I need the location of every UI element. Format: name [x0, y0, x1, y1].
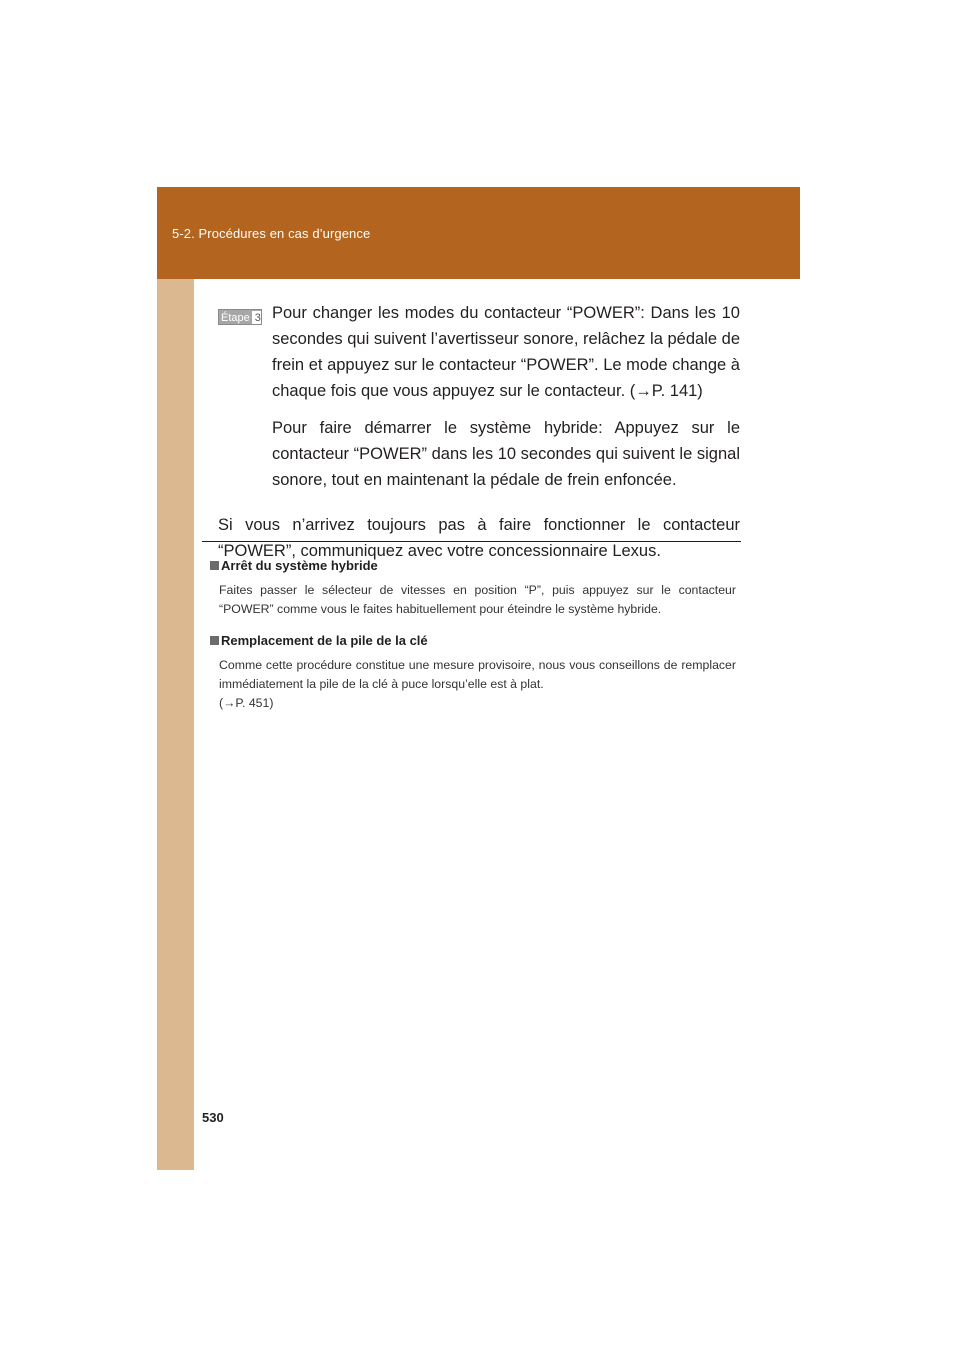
divider — [202, 541, 741, 542]
note-title: Arrêt du système hybride — [221, 558, 378, 573]
step-body — [272, 300, 740, 504]
page-number: 530 — [202, 1110, 224, 1125]
step-number: 3 — [252, 311, 262, 325]
step-badge — [218, 309, 262, 325]
step-paragraph-2: Pour faire démarrer le système hybride: Appuyez sur le contacteur “POWER” dans les 10 secondes qui suivent le signal sonore, tout en maintenant la pédale de frein enfoncée. — [272, 419, 740, 489]
section-header — [157, 187, 800, 279]
step-label: Étape — [221, 312, 250, 324]
note-body: Faites passer le sélecteur de vitesses en position “P”, puis appuyez sur le contacteur “POWER” comme vous le faites habituellement pour éteindre le système hybride. — [219, 583, 736, 616]
main-paragraph: Si vous n’arrivez toujours pas à faire fonctionner le contacteur “POWER”, communiquez avec votre concessionnaire Lexus. — [218, 516, 740, 560]
square-bullet-icon — [210, 561, 219, 570]
square-bullet-icon — [210, 636, 219, 645]
note-body: Comme cette procédure constitue une mesure provisoire, nous vous conseillons de remplacer immédiatement la pile de la clé à puce lorsqu’elle est à plat. — [219, 658, 736, 691]
page-reference-link[interactable]: (→P. 451) — [219, 696, 274, 710]
step-paragraph-1: Pour changer les modes du contacteur “POWER”: Dans les 10 secondes qui suivent l’avertisseur sonore, relâchez la pédale de frein et appuyez sur le contacteur “POWER”. Le mode change à chaque fois que vous appuyez sur le contacteur. (→P. 141) — [272, 304, 740, 400]
note-hybrid-stop — [210, 558, 736, 619]
note-title: Remplacement de la pile de la clé — [221, 633, 428, 648]
section-title: 5-2. Procédures en cas d’urgence — [172, 226, 371, 241]
main-content — [218, 300, 740, 575]
step-3 — [218, 300, 740, 504]
note-battery-replacement — [210, 633, 736, 713]
notes-section — [210, 558, 736, 727]
page-sidebar — [157, 187, 194, 1170]
